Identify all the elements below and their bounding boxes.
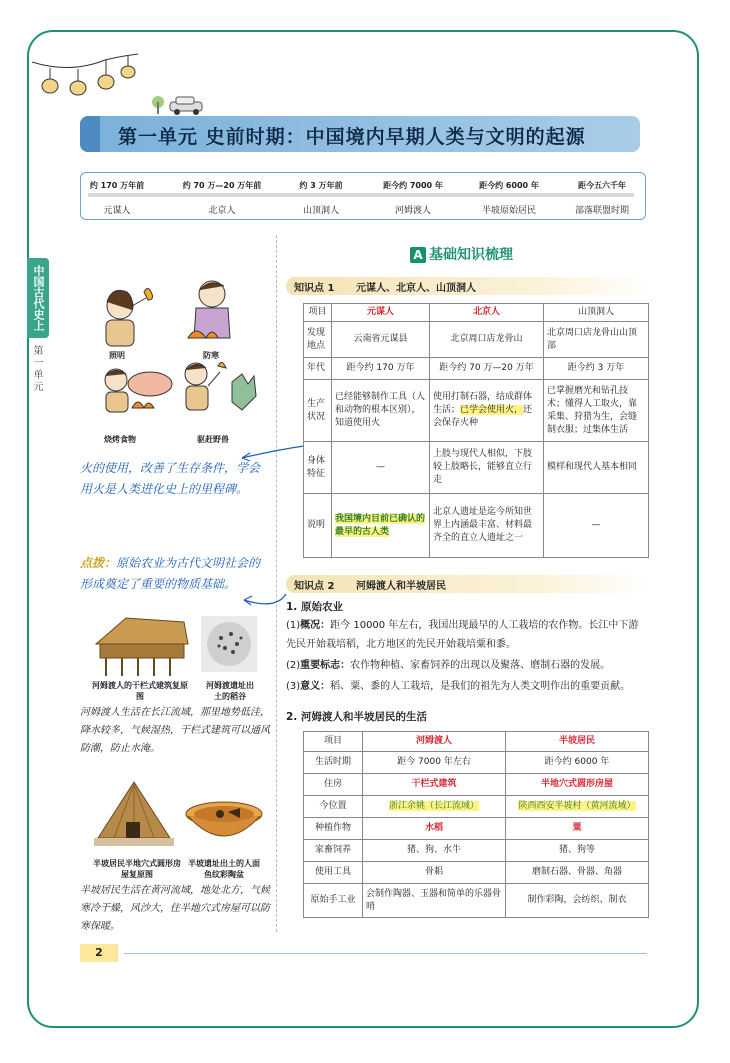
- section-a-icon: A: [410, 247, 426, 263]
- arrow-icon: [236, 590, 288, 612]
- row-label: 发现地点: [304, 322, 332, 358]
- table-cell: [506, 796, 649, 818]
- fire-caption: 驱赶野兽: [197, 435, 229, 444]
- round-house-caption: 半坡居民半地穴式圆形房屋复原图: [93, 859, 181, 879]
- agriculture-item: [286, 677, 648, 696]
- fire-handwritten-note: 火的使用，改善了生存条件，学会用火是人类进化史上的里程碑。: [80, 461, 261, 496]
- table-cell: 骨耜: [363, 862, 506, 884]
- timeline-date: 约 70 万—20 万年前: [182, 181, 262, 190]
- table-cell: 云南省元谋县: [332, 322, 430, 358]
- table-cell: [430, 380, 544, 442]
- table-header: 元谋人: [332, 304, 430, 322]
- table-cell: 制作彩陶，会纺织、制衣: [506, 884, 649, 918]
- stilt-house-image: [86, 614, 192, 678]
- early-humans-table: [303, 303, 649, 558]
- life-heading: 2. 河姆渡人和半坡居民的生活: [286, 711, 427, 723]
- item-number: (2): [286, 660, 301, 671]
- item-text: 稻、粟、黍的人工栽培，是我们的祖先为人类文明作出的重要贡献。: [330, 681, 631, 692]
- column-divider: [276, 235, 277, 932]
- knowledge-point-2: [286, 575, 648, 593]
- fire-caption: 照明: [109, 351, 125, 360]
- page-number: 2: [80, 944, 118, 962]
- table-header: 项目: [304, 732, 363, 752]
- table-cell: —: [332, 442, 430, 494]
- timeline-date: 距今约 6000 年: [479, 181, 539, 190]
- tip-text: 原始农业为古代文明社会的形成奠定了重要的物质基础。: [80, 556, 261, 591]
- table-cell: 干栏式建筑: [363, 774, 506, 796]
- item-text: 农作物种植、家畜饲养的出现以及聚落、磨制石器的发展。: [350, 660, 611, 671]
- timeline-name: 半坡原始居民: [481, 206, 537, 216]
- table-cell: 距今约 70 万—20 万年: [430, 358, 544, 380]
- row-label: 种植作物: [304, 818, 363, 840]
- table-header: 北京人: [430, 304, 544, 322]
- kp-title: 元谋人、北京人、山顶洞人: [356, 283, 476, 294]
- highlight-text: 已学会使用火，: [460, 405, 524, 415]
- row-label: 住房: [304, 774, 363, 796]
- rice-grain-image: [201, 616, 257, 672]
- timeline-date: 约 170 万年前: [89, 181, 145, 190]
- highlight-text: 我国境内目前已确认的最早的古人类: [335, 513, 426, 537]
- table-cell: 已经能够制作工具（人和动物的根本区别），知道使用火: [332, 380, 430, 442]
- item-key: 意义：: [300, 681, 331, 692]
- row-label: 今位置: [304, 796, 363, 818]
- fish-basin-image: [184, 796, 264, 850]
- table-cell: 磨制石器、骨器、角器: [506, 862, 649, 884]
- chapter-tab: 中国古代史上: [27, 258, 49, 338]
- timeline-date: 距今约 7000 年: [383, 181, 443, 190]
- timeline-date: 约 3 万年前: [299, 181, 343, 190]
- agriculture-item: [286, 616, 648, 654]
- section-title: 基础知识梳理: [429, 247, 513, 263]
- hemudu-banpo-table: [303, 731, 649, 918]
- banner-accent: [80, 116, 100, 152]
- fish-basin-caption: 半坡遗址出土的人面鱼纹彩陶盆: [188, 859, 260, 879]
- stilt-house-caption: 河姆渡人的干栏式建筑复原图: [92, 681, 188, 701]
- table-cell: 模样和现代人基本相同: [544, 442, 649, 494]
- highlight-text: 浙江余姚（长江流域）: [388, 801, 479, 811]
- row-label: 身体特征: [304, 442, 332, 494]
- item-number: (3): [286, 681, 301, 692]
- row-label: 生产状况: [304, 380, 332, 442]
- row-label: 年代: [304, 358, 332, 380]
- row-label: 说明: [304, 494, 332, 558]
- kp-title: 河姆渡人和半坡居民: [356, 581, 446, 592]
- tip-label: 点拨：: [80, 556, 117, 570]
- table-cell: 北京周口店龙骨山: [430, 322, 544, 358]
- table-cell: 上肢与现代人相似，下肢较上肢略长，能够直立行走: [430, 442, 544, 494]
- knowledge-point-1: [286, 277, 648, 295]
- timeline-name: 山顶洞人: [302, 206, 340, 216]
- rice-caption: 河姆渡遗址出土的稻谷: [206, 681, 254, 701]
- unit-title: 第一单元 史前时期：中国境内早期人类与文明的起源: [118, 126, 586, 148]
- table-header: 半坡居民: [506, 732, 649, 752]
- tip-note: [80, 553, 270, 595]
- timeline-bar: [88, 193, 634, 197]
- table-cell: 半地穴式圆形房屋: [506, 774, 649, 796]
- kp-label: 知识点 1: [294, 283, 335, 294]
- timeline-name: 河姆渡人: [394, 206, 432, 216]
- timeline-name: 北京人: [208, 206, 236, 216]
- agriculture-heading: 1. 原始农业: [286, 601, 343, 613]
- highlight-text: 陕西西安半坡村（黄河流域）: [518, 801, 636, 811]
- row-label: 原始手工业: [304, 884, 363, 918]
- table-cell: 猪、狗等: [506, 840, 649, 862]
- hemudu-note: 河姆渡人生活在长江流域，那里地势低洼，降水较多，气候湿热，干栏式建筑可以通风防潮，防止水淹。: [80, 707, 270, 754]
- table-cell: 距今 7000 年左右: [363, 752, 506, 774]
- table-cell: —: [544, 494, 649, 558]
- table-header: 河姆渡人: [363, 732, 506, 752]
- footer-rule: [124, 953, 647, 954]
- table-cell: 猪、狗、水牛: [363, 840, 506, 862]
- table-cell: 粟: [506, 818, 649, 840]
- kp-label: 知识点 2: [294, 581, 335, 592]
- lantern-decoration-icon: [30, 52, 140, 104]
- table-header: 山顶洞人: [544, 304, 649, 322]
- table-cell: 距今约 6000 年: [506, 752, 649, 774]
- fire-caption: 烧烤食物: [104, 435, 136, 444]
- section-heading: [410, 244, 513, 264]
- table-cell: 水稻: [363, 818, 506, 840]
- table-cell: 会制作陶器、玉器和简单的乐器骨哨: [363, 884, 506, 918]
- timeline-date: 距今五六千年: [578, 181, 626, 190]
- unit-tab: 第一单元: [31, 345, 42, 393]
- table-cell: [363, 796, 506, 818]
- car-decoration-icon: [152, 92, 207, 117]
- cell-text: 还会保存火种: [433, 405, 533, 428]
- table-cell: 北京周口店龙骨山山顶部: [544, 322, 649, 358]
- arrow-icon: [236, 444, 306, 464]
- table-cell: 距今约 170 万年: [332, 358, 430, 380]
- timeline-name: 元谋人: [103, 206, 131, 216]
- row-label: 使用工具: [304, 862, 363, 884]
- timeline-name: 部落联盟时期: [574, 206, 630, 216]
- item-key: 概况：: [300, 620, 331, 631]
- row-label: 生活时期: [304, 752, 363, 774]
- item-key: 重要标志：: [300, 660, 351, 671]
- table-cell: 已掌握磨光和钻孔技术；懂得人工取火，靠采集、狩猎为生，会缝制衣服；过集体生活: [544, 380, 649, 442]
- table-cell: 北京人遗址是迄今所知世界上内涵最丰富、材料最齐全的直立人遗址之一: [430, 494, 544, 558]
- banpo-note: 半坡居民生活在黄河流域，地处北方，气候寒冷干燥，风沙大，住半地穴式房屋可以防寒保暖。: [80, 885, 270, 932]
- row-label: 家畜饲养: [304, 840, 363, 862]
- table-cell: [332, 494, 430, 558]
- round-house-image: [94, 780, 174, 854]
- cell-text: 使用打制石器，结成群体生活；: [433, 392, 533, 415]
- table-header: 项目: [304, 304, 332, 322]
- item-number: (1): [286, 620, 301, 631]
- agriculture-item: [286, 656, 648, 675]
- fire-caption: 防寒: [203, 351, 219, 360]
- table-cell: 距今约 3 万年: [544, 358, 649, 380]
- item-text: 距今 10000 年左右，我国出现最早的人工栽培的农作物。长江中下游先民开始栽培稻，北方地区的先民开始栽培粟和黍。: [286, 620, 639, 650]
